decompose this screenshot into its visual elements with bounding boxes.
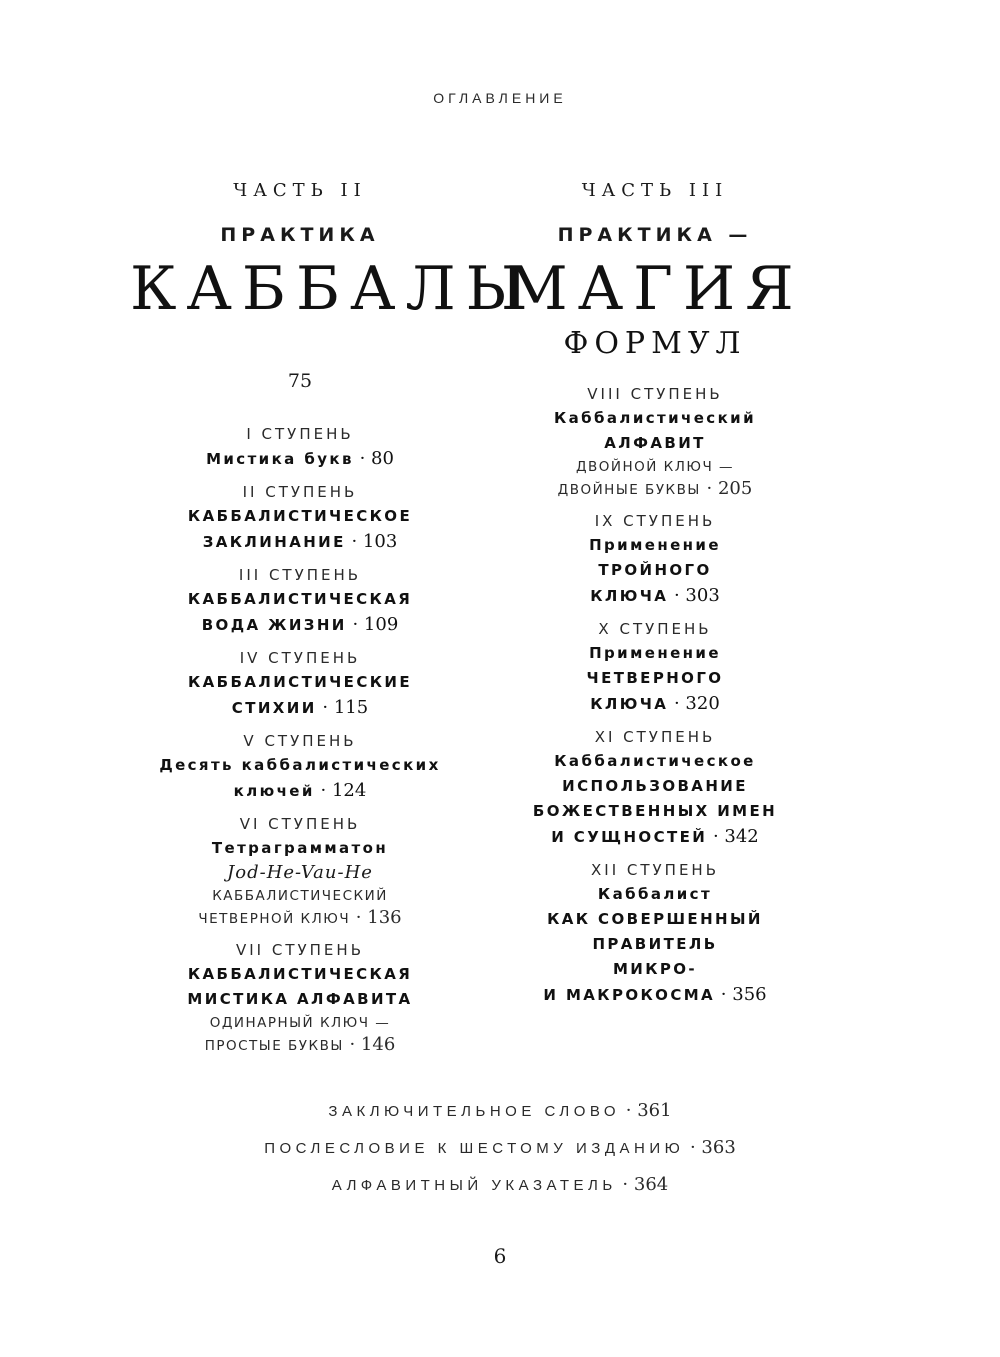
entry-title-line: МИКРО-	[612, 960, 698, 978]
entry-step-label: V СТУПЕНЬ	[243, 732, 357, 750]
entry-title-line: АЛФАВИТ	[604, 434, 706, 452]
part-title: МАГИЯ	[506, 254, 804, 324]
entry-subtitle-line: КАББАЛИСТИЧЕСКИЙ	[212, 888, 388, 904]
entry-subtitle-line: ЧЕТВЕРНОЙ КЛЮЧ · 136	[198, 907, 402, 928]
toc-entry[interactable]	[130, 938, 470, 1057]
entry-title-line: И СУЩНОСТЕЙ · 342	[551, 826, 759, 847]
toc-entry[interactable]	[485, 725, 825, 850]
toc-entry[interactable]	[485, 382, 825, 501]
entry-page-number[interactable]: · 342	[707, 826, 759, 847]
entry-subtitle-line: ДВОЙНОЙ КЛЮЧ —	[575, 459, 735, 475]
part-subtitle: ПРАКТИКА	[220, 224, 380, 246]
part-title: КАББАЛЫ	[130, 254, 535, 324]
entry-step-label: VII СТУПЕНЬ	[236, 941, 364, 959]
part-label: ЧАСТЬ III	[581, 180, 729, 201]
entry-title-line: СТИХИИ · 115	[231, 697, 369, 718]
entry-title-line: Каббалист	[597, 885, 713, 903]
back-matter-entry[interactable]: АЛФАВИТНЫЙ УКАЗАТЕЛЬ · 364	[331, 1174, 669, 1195]
entry-subtitle-line: ОДИНАРНЫЙ КЛЮЧ —	[209, 1015, 391, 1031]
entry-step-label: I СТУПЕНЬ	[246, 425, 354, 443]
entry-page-number[interactable]: · 363	[684, 1137, 736, 1158]
entry-step-label: VI СТУПЕНЬ	[239, 815, 361, 833]
entry-title-line: КАББАЛИСТИЧЕСКИЕ	[188, 673, 412, 691]
entry-title-line: Применение	[589, 644, 721, 662]
toc-entries	[130, 422, 470, 1057]
entry-title-line: ИСПОЛЬЗОВАНИЕ	[562, 777, 748, 795]
entry-title-line: Применение	[589, 536, 721, 554]
running-head: ОГЛАВЛЕНИЕ	[433, 90, 567, 106]
entry-step-label: X СТУПЕНЬ	[598, 620, 712, 638]
back-matter	[0, 1093, 1000, 1204]
entry-step-label: VIII СТУПЕНЬ	[587, 385, 723, 403]
toc-entry[interactable]	[485, 858, 825, 1008]
entry-title-line: КАК СОВЕРШЕННЫЙ	[547, 910, 763, 928]
entry-page-number[interactable]: · 361	[620, 1100, 672, 1121]
entry-title-line: КЛЮЧА · 320	[590, 693, 720, 714]
entry-title-line: БОЖЕСТВЕННЫХ ИМЕН	[532, 802, 778, 820]
entry-page-number[interactable]: · 356	[715, 984, 767, 1005]
toc-entry[interactable]	[130, 563, 470, 638]
entry-title-line: ЗАКЛИНАНИЕ · 103	[202, 531, 398, 552]
entry-page-number[interactable]: · 124	[314, 780, 367, 801]
entry-step-label: XI СТУПЕНЬ	[594, 728, 716, 746]
toc-entry[interactable]	[485, 509, 825, 609]
entry-italic-subtitle: Jod-He-Vau-He	[227, 862, 373, 883]
entry-title-line: КАББАЛИСТИЧЕСКАЯ	[187, 965, 413, 983]
entry-title-line: КАББАЛИСТИЧЕСКАЯ	[187, 590, 413, 608]
entry-title-line: КЛЮЧА · 303	[590, 585, 720, 606]
entry-page-number[interactable]: · 115	[316, 697, 369, 718]
toc-entries	[485, 382, 825, 1008]
toc-entry[interactable]	[130, 422, 470, 472]
entry-page-number[interactable]: · 109	[346, 614, 399, 635]
entry-page-number[interactable]: · 364	[616, 1174, 669, 1195]
entry-title-line: ВОДА ЖИЗНИ · 109	[201, 614, 399, 635]
entry-title-line: ключей · 124	[233, 780, 367, 801]
entry-step-label: IX СТУПЕНЬ	[594, 512, 716, 530]
entry-title-line: Тетраграмматон	[211, 839, 389, 857]
entry-title-line: ТРОЙНОГО	[598, 561, 712, 579]
part-three-column	[485, 180, 825, 1016]
entry-step-label: IV СТУПЕНЬ	[239, 649, 361, 667]
entry-page-number[interactable]: · 146	[343, 1034, 396, 1055]
part-label: ЧАСТЬ II	[233, 180, 367, 201]
entry-page-number[interactable]: · 103	[345, 531, 398, 552]
toc-entry[interactable]	[130, 812, 470, 930]
entry-title-line: Мистика букв · 80	[206, 448, 394, 469]
entry-page-number[interactable]: · 205	[700, 478, 753, 499]
entry-page-number[interactable]: · 303	[668, 585, 720, 606]
entry-title-line: И МАКРОКОСМА · 356	[543, 984, 767, 1005]
page-number: 6	[493, 1244, 507, 1268]
toc-entry[interactable]	[130, 646, 470, 721]
part-title-line2: ФОРМУЛ	[563, 326, 747, 361]
entry-title-line: МИСТИКА АЛФАВИТА	[187, 990, 413, 1008]
entry-subtitle-line: ПРОСТЫЕ БУКВЫ · 146	[204, 1034, 396, 1055]
entry-title-line: Десять каббалистических	[159, 756, 441, 774]
toc-entry[interactable]	[485, 617, 825, 717]
part-subtitle: ПРАКТИКА —	[557, 224, 753, 246]
entry-page-number[interactable]: · 136	[350, 907, 402, 928]
back-matter-entry[interactable]: ПОСЛЕСЛОВИЕ К ШЕСТОМУ ИЗДАНИЮ · 363	[264, 1137, 736, 1158]
entry-step-label: III СТУПЕНЬ	[238, 566, 362, 584]
entry-title-line: ЧЕТВЕРНОГО	[586, 669, 724, 687]
entry-title-line: Каббалистическое	[554, 752, 756, 770]
entry-page-number[interactable]: · 320	[668, 693, 720, 714]
entry-subtitle-line: ДВОЙНЫЕ БУКВЫ · 205	[557, 478, 753, 499]
entry-title-line: ПРАВИТЕЛЬ	[592, 935, 718, 953]
part-two-column	[130, 180, 535, 1065]
toc-entry[interactable]	[130, 480, 470, 555]
entry-step-label: II СТУПЕНЬ	[242, 483, 358, 501]
toc-entry[interactable]	[130, 729, 470, 804]
entry-title-line: КАББАЛИСТИЧЕСКОЕ	[187, 507, 413, 525]
entry-step-label: XII СТУПЕНЬ	[591, 861, 719, 879]
entry-title-line: Каббалистический	[553, 409, 756, 427]
part-page-number[interactable]: 75	[287, 370, 313, 392]
entry-page-number[interactable]: · 80	[353, 448, 394, 469]
back-matter-entry[interactable]: ЗАКЛЮЧИТЕЛЬНОЕ СЛОВО · 361	[328, 1100, 672, 1121]
